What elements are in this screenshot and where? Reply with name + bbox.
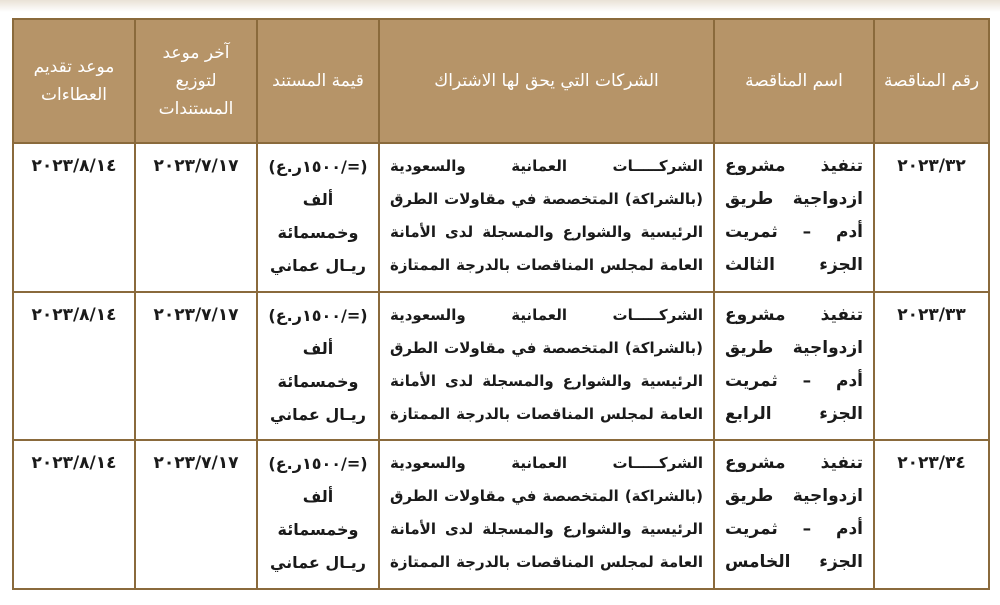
tender-name: تنفيذ مشروع ازدواجية طريق أدم – ثمريت الجزء الرابع: [714, 292, 874, 441]
top-background-strip: [0, 0, 1000, 12]
eligible-companies: الشركـــــات العمانية والسعودية (بالشراكة) المتخصصة في مقاولات الطرق الرئيسية والشوارع والمسجلة لدى الأمانة العامة لمجلس المناقصات بالدرجة الممتازة: [379, 292, 714, 441]
table-row: [13, 143, 989, 292]
tender-number: ٢٠٢٣/٣٣: [874, 292, 989, 441]
submission-date: ٢٠٢٣/٨/١٤: [13, 292, 135, 441]
tender-announcement: [12, 18, 988, 590]
eligible-companies: الشركـــــات العمانية والسعودية (بالشراكة) المتخصصة في مقاولات الطرق الرئيسية والشوارع والمسجلة لدى الأمانة العامة لمجلس المناقصات بالدرجة الممتازة: [379, 143, 714, 292]
tender-name: تنفيذ مشروع ازدواجية طريق أدم – ثمريت الجزء الخامس: [714, 440, 874, 589]
header-distribution-deadline: آخر موعد لتوزيع المستندات: [135, 19, 257, 143]
tender-number: ٢٠٢٣/٣٤: [874, 440, 989, 589]
document-value: (=/١٥٠٠ر.ع) ألف وخمسمائة ريـال عماني: [257, 143, 379, 292]
tender-number: ٢٠٢٣/٣٢: [874, 143, 989, 292]
header-submission-date: موعد تقديم العطاءات: [13, 19, 135, 143]
submission-date: ٢٠٢٣/٨/١٤: [13, 440, 135, 589]
table-row: [13, 292, 989, 441]
document-value: (=/١٥٠٠ر.ع) ألف وخمسمائة ريـال عماني: [257, 292, 379, 441]
header-tender-name: اسم المناقصة: [714, 19, 874, 143]
distribution-deadline: ٢٠٢٣/٧/١٧: [135, 143, 257, 292]
table-header-row: [13, 19, 989, 143]
header-eligible-companies: الشركات التي يحق لها الاشتراك: [379, 19, 714, 143]
distribution-deadline: ٢٠٢٣/٧/١٧: [135, 292, 257, 441]
submission-date: ٢٠٢٣/٨/١٤: [13, 143, 135, 292]
table-row: [13, 440, 989, 589]
tender-name: تنفيذ مشروع ازدواجية طريق أدم – ثمريت الجزء الثالث: [714, 143, 874, 292]
header-tender-number: رقم المناقصة: [874, 19, 989, 143]
eligible-companies: الشركـــــات العمانية والسعودية (بالشراكة) المتخصصة في مقاولات الطرق الرئيسية والشوارع والمسجلة لدى الأمانة العامة لمجلس المناقصات بالدرجة الممتازة: [379, 440, 714, 589]
document-value: (=/١٥٠٠ر.ع) ألف وخمسمائة ريـال عماني: [257, 440, 379, 589]
distribution-deadline: ٢٠٢٣/٧/١٧: [135, 440, 257, 589]
header-document-value: قيمة المستند: [257, 19, 379, 143]
tender-table: [12, 18, 990, 590]
